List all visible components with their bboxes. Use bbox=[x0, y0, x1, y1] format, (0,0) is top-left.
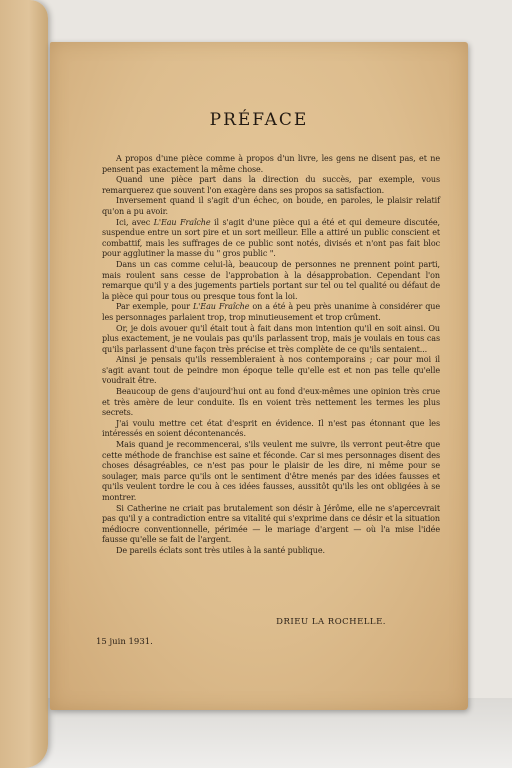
paragraph-text: on a été à peu près unanime à considérer que les personnages parlaient trop, trop minutieusement et trop crûment. bbox=[102, 302, 440, 322]
paragraph bbox=[102, 154, 440, 175]
paragraph bbox=[102, 218, 440, 260]
paragraph bbox=[102, 546, 440, 557]
paragraph-text: J'ai voulu mettre cet état d'esprit en évidence. Il n'est pas étonnant que les intéressés en soient décontenancés. bbox=[102, 418, 440, 439]
paragraph bbox=[102, 302, 440, 323]
facing-page-edge bbox=[0, 0, 48, 768]
italic-title-text: L'Eau Fraîche bbox=[153, 217, 211, 227]
paragraph bbox=[102, 504, 440, 546]
italic-title-text: L'Eau Fraîche bbox=[192, 302, 250, 312]
paragraph-text: Inversement quand il s'agit d'un échec, on boude, en paroles, le plaisir relatif qu'on a pu avoir. bbox=[102, 196, 440, 216]
paragraph-text: Si Catherine ne criait pas brutalement son désir à Jérôme, elle ne s'apercevrait pas qu'il y a contradiction entre sa vitalité qui s'exprime dans ce désir et la situation médiocre conventionnelle, périmée — le mariage d'argent — où l'a mise l'idée fausse qu'elle se fait de l'argent. bbox=[102, 503, 440, 545]
paragraph bbox=[102, 324, 440, 356]
paragraph-text: il s'agit d'une pièce qui a été et qui demeure discutée, suspendue entre un sort pire et un sort meilleur. Elle a attiré un public conscient et combattif, mais les suffrages de ce public sont notés, divisés et n'ont pas fait bloc pour agglutiner la masse du " gros public ". bbox=[102, 217, 441, 259]
paragraph bbox=[102, 260, 440, 302]
paragraph-text: De pareils éclats sont très utiles à la santé publique. bbox=[116, 545, 325, 555]
paragraph-text: Dans un cas comme celui-là, beaucoup de personnes ne prennent point parti, mais roulent sans cesse de l'approbation à la désapprobation. Cependant l'on remarque qu'il y a des jugements partiels portant sur tel ou tel qualité ou défaut de la pièce qui pour tous ou presque tous font la loi. bbox=[102, 259, 440, 301]
paragraph bbox=[102, 175, 440, 196]
preface-date: 15 juin 1931. bbox=[96, 637, 153, 647]
author-signature: DRIEU LA ROCHELLE. bbox=[276, 617, 386, 627]
paragraph-text: Ici, avec bbox=[116, 217, 154, 227]
paragraph-text: Quand une pièce part dans la direction du succès, par exemple, vous remarquerez que souvent l'on exagère dans ses propos sa satisfaction. bbox=[102, 175, 440, 195]
paragraph-text: Ainsi je pensais qu'ils ressembleraient à nos contemporains ; car pour moi il s'agit avant tout de peindre mon époque telle qu'elle est et non pas telle qu'elle voudrait être. bbox=[102, 355, 440, 386]
preface-body bbox=[102, 154, 440, 557]
paragraph-text: Mais quand je recommencerai, s'ils veulent me suivre, ils verront peut-être que cette méthode de franchise est saine et féconde. Car si mes personnages disent des choses désagréables, ce n'est pas pour le plaisir de les dire, ni même pour se soulager, mais parce qu'ils ont le sentiment d'être menés par des idées fausses et qu'ils veulent tordre le cou à ces idées fausses, aussitôt qu'ils les ont obligées à se montrer. bbox=[102, 440, 440, 502]
paragraph bbox=[102, 419, 440, 440]
paragraph bbox=[102, 196, 440, 217]
book-page bbox=[50, 42, 468, 710]
paragraph-text: Or, je dois avouer qu'il était tout à fait dans mon intention qu'il en soit ainsi. Ou plus exactement, je ne voulais pas qu'ils parlassent trop, mais je voulais en tous cas qu'ils parlassent d'une façon très précise et très complète de ce qu'ils sentaient... bbox=[102, 323, 440, 354]
paragraph bbox=[102, 387, 440, 419]
paragraph-text: Par exemple, pour bbox=[116, 302, 193, 312]
page-title: PRÉFACE bbox=[209, 110, 309, 130]
paragraph-text: A propos d'une pièce comme à propos d'un livre, les gens ne disent pas, et ne pensent pas exactement la même chose. bbox=[102, 154, 440, 174]
paragraph bbox=[102, 355, 440, 387]
paragraph-text: Beaucoup de gens d'aujourd'hui ont au fond d'eux-mêmes une opinion très crue et très amère de leur conduite. Ils en voient très nettement les termes les plus secrets. bbox=[102, 387, 440, 418]
paragraph bbox=[102, 440, 440, 504]
